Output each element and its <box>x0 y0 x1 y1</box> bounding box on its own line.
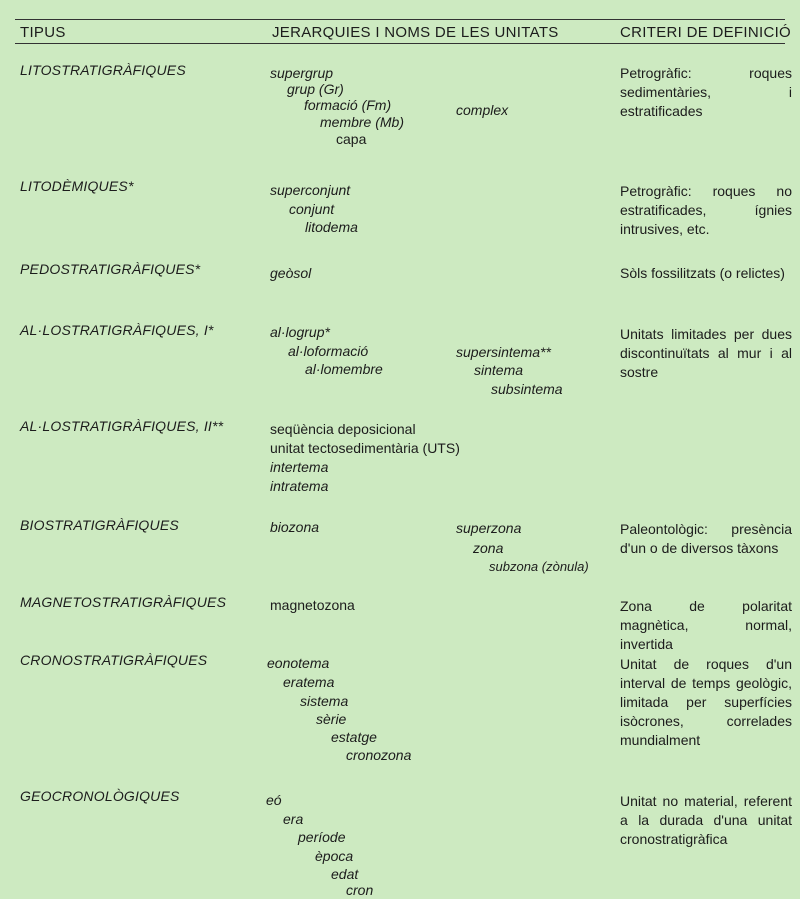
unit-litodema: litodema <box>305 219 358 235</box>
unit-subzona: subzona (zònula) <box>489 559 589 574</box>
unit-biozona: biozona <box>270 519 320 535</box>
unit-sintema: sintema <box>474 362 524 378</box>
unit-intertema: intertema <box>270 459 329 475</box>
type-allostratigrafiques-1: AL·LOSTRATIGRÀFIQUES, I* <box>20 322 214 338</box>
type-cronostratigrafiques: CRONOSTRATIGRÀFIQUES <box>20 652 208 668</box>
type-biostratigrafiques: BIOSTRATIGRÀFIQUES <box>20 517 179 533</box>
criterion-litodemiques: Petrogràfic: roques no estratificades, ígnies intrusives, etc. <box>620 183 792 237</box>
header-tipus: TIPUS <box>20 24 66 41</box>
unit-periode: període <box>298 829 346 845</box>
top-rule <box>15 19 785 20</box>
criterion-biostratigrafiques: Paleontològic: presència d'un o de diversos tàxons <box>620 521 792 556</box>
unit-sequencia-deposicional: seqüència deposicional <box>270 421 416 437</box>
unit-sistema: sistema <box>300 693 349 709</box>
unit-magnetozona: magnetozona <box>270 597 355 613</box>
unit-epoca: època <box>315 848 354 864</box>
type-magnetostratigrafiques: MAGNETOSTRATIGRÀFIQUES <box>20 594 227 610</box>
criterion-litostratigrafiques: Petrogràfic: roques sedimentàries, i estratificades <box>620 65 792 119</box>
unit-grup: grup (Gr) <box>287 81 344 97</box>
unit-supergrup: supergrup <box>270 65 334 81</box>
criterion-magnetostratigrafiques: Zona de polaritat magnètica, normal, invertida <box>620 598 792 652</box>
unit-alloformacio: al·loformació <box>288 343 369 359</box>
unit-conjunt: conjunt <box>289 201 335 217</box>
header-jerarquies: JERARQUIES I NOMS DE LES UNITATS <box>272 24 559 41</box>
header-criteri: CRITERI DE DEFINICIÓ <box>620 24 792 41</box>
type-allostratigrafiques-2: AL·LOSTRATIGRÀFIQUES, II** <box>20 418 224 434</box>
unit-uts: unitat tectosedimentària (UTS) <box>270 440 460 456</box>
type-litostratigrafiques: LITOSTRATIGRÀFIQUES <box>20 62 186 78</box>
unit-membre: membre (Mb) <box>320 114 405 130</box>
type-litodemiques: LITODÈMIQUES* <box>20 178 134 194</box>
unit-subsintema: subsintema <box>491 381 563 397</box>
criterion-pedostratigrafiques: Sòls fossilitzats (o relictes) <box>620 265 785 281</box>
unit-superconjunt: superconjunt <box>270 182 351 198</box>
unit-geosol: geòsol <box>270 265 312 281</box>
unit-era: era <box>283 811 304 827</box>
unit-allogrup: al·logrup* <box>270 324 330 340</box>
unit-cron: cron <box>346 882 374 898</box>
unit-cronozona: cronozona <box>346 747 412 763</box>
unit-complex: complex <box>456 102 509 118</box>
unit-supersintema: supersintema** <box>456 344 551 360</box>
header-rule <box>15 43 785 44</box>
type-pedostratigrafiques: PEDOSTRATIGRÀFIQUES* <box>20 261 201 277</box>
criterion-cronostratigrafiques: Unitat de roques d'un interval de temps geològic, limitada per superfícies isòcrones, correlades mundialment <box>620 656 792 748</box>
unit-eonotema: eonotema <box>267 655 330 671</box>
unit-superzona: superzona <box>456 520 522 536</box>
unit-eratema: eratema <box>283 674 335 690</box>
unit-estatge: estatge <box>331 729 377 745</box>
unit-edat: edat <box>331 866 359 882</box>
criterion-geocronologiques: Unitat no material, referent a la durada d'una unitat cronostratigràfica <box>620 793 792 847</box>
criterion-allostratigrafiques-1: Unitats limitades per dues discontinuïtats al mur i al sostre <box>620 326 792 380</box>
unit-allomembre: al·lomembre <box>305 361 383 377</box>
unit-formacio: formació (Fm) <box>304 97 392 113</box>
type-geocronologiques: GEOCRONOLÒGIQUES <box>20 788 180 804</box>
unit-intratema: intratema <box>270 478 329 494</box>
unit-eo: eó <box>266 792 282 808</box>
unit-serie: sèrie <box>316 711 347 727</box>
unit-capa: capa <box>336 131 367 147</box>
unit-zona: zona <box>473 540 504 556</box>
